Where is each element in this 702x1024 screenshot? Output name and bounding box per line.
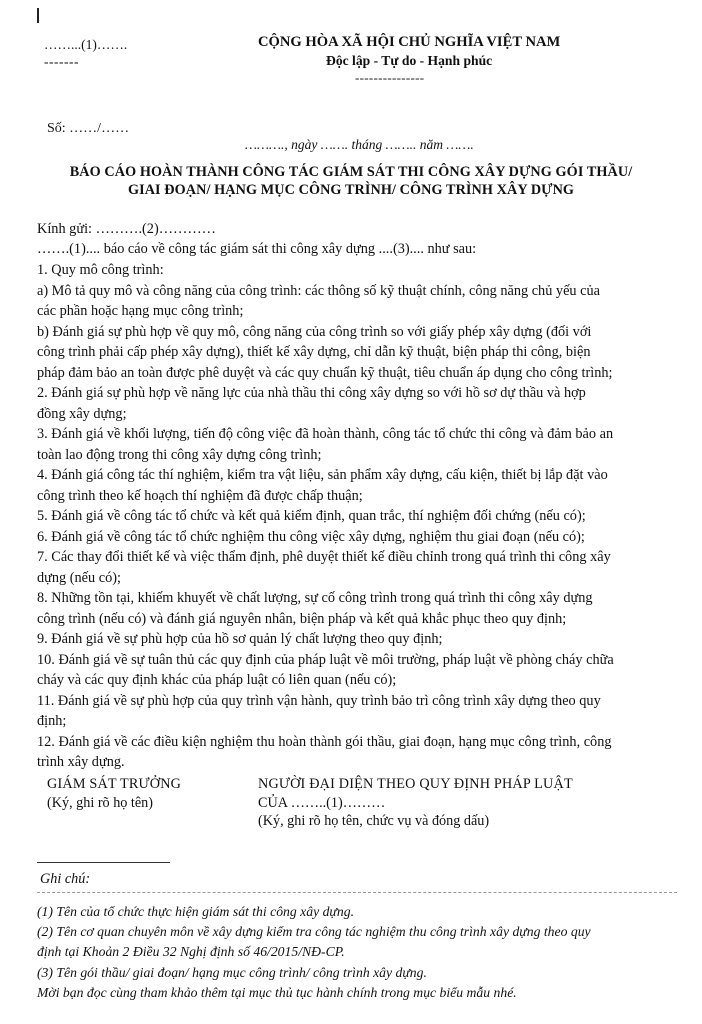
body-line: 5. Đánh giá về công tác tổ chức và kết quả kiểm định, quan trắc, thí nghiệm đối chứng (nếu có);: [37, 508, 586, 524]
date-line: ………., ngày ……. tháng …….. năm …….: [245, 137, 474, 152]
notes-divider: [37, 892, 677, 893]
body-line: công trình (nếu có) và đánh giá nguyên nhân, biện pháp và kết quả khắc phục theo quy định;: [37, 611, 567, 627]
national-motto: Độc lập - Tự do - Hạnh phúc: [326, 53, 493, 68]
body-line: pháp đảm bảo an toàn được phê duyệt và các quy chuẩn kỹ thuật, tiêu chuẩn áp dụng cho công trình;: [37, 365, 613, 381]
note-line: (1) Tên của tổ chức thực hiện giám sát thi công xây dựng.: [37, 904, 354, 919]
motto-underline: ---------------: [355, 70, 425, 85]
supervisor-sign-note: (Ký, ghi rõ họ tên): [47, 795, 153, 811]
notes-heading: Ghi chú:: [40, 871, 91, 887]
body-line: các phần hoặc hạng mục công trình;: [37, 303, 244, 319]
country-name: CỘNG HÒA XÃ HỘI CHỦ NGHĨA VIỆT NAM: [258, 34, 561, 50]
body-line: định;: [37, 713, 67, 729]
note-line: Mời bạn đọc cùng tham khảo thêm tại mục thủ tục hành chính trong mục biểu mẫu nhé.: [37, 985, 517, 1000]
supervisor-title: GIÁM SÁT TRƯỞNG: [47, 776, 182, 792]
note-line: (2) Tên cơ quan chuyên môn về xây dựng kiểm tra công tác nghiệm thu công trình xây dựng theo quy: [37, 924, 591, 939]
body-line: 1. Quy mô công trình:: [37, 262, 164, 278]
body-line: công trình theo kế hoạch thí nghiệm đã được chấp thuận;: [37, 488, 363, 504]
note-line: định tại Khoản 2 Điều 32 Nghị định số 46/2015/NĐ-CP.: [37, 944, 345, 959]
body-line: cháy và các quy định khác của pháp luật có liên quan (nếu có);: [37, 672, 397, 688]
legal-rep-title: NGƯỜI ĐẠI DIỆN THEO QUY ĐỊNH PHÁP LUẬT: [258, 776, 573, 792]
body-line: trình xây dựng.: [37, 754, 125, 770]
body-line: đồng xây dựng;: [37, 406, 127, 422]
body-line: …….(1).... báo cáo về công tác giám sát thi công xây dựng ....(3).... như sau:: [37, 241, 477, 257]
body-line: 12. Đánh giá về các điều kiện nghiệm thu hoàn thành gói thầu, giai đoạn, hạng mục công trình, công: [37, 734, 612, 750]
org-underline: -------: [44, 54, 79, 69]
body-line: toàn lao động trong thi công xây dựng công trình;: [37, 447, 322, 463]
body-line: 3. Đánh giá về khối lượng, tiến độ công việc đã hoàn thành, công tác tổ chức thi công và đảm bảo an: [37, 426, 614, 442]
body-line: dựng (nếu có);: [37, 570, 121, 586]
body-line: 7. Các thay đổi thiết kế và việc thẩm định, phê duyệt thiết kế điều chỉnh trong quá trình thi công xây: [37, 549, 611, 565]
footnote-separator: [37, 862, 170, 863]
legal-rep-sign-note: (Ký, ghi rõ họ tên, chức vụ và đóng dấu): [258, 813, 490, 829]
text-cursor: [37, 8, 39, 23]
note-line: (3) Tên gói thầu/ giai đoạn/ hạng mục công trình/ công trình xây dựng.: [37, 965, 427, 980]
report-title-line-2: GIAI ĐOẠN/ HẠNG MỤC CÔNG TRÌNH/ CÔNG TRÌNH XÂY DỰNG: [127, 182, 575, 198]
body-line: 10. Đánh giá về sự tuân thủ các quy định của pháp luật về môi trường, pháp luật về phòng cháy chữa: [37, 652, 614, 668]
document-number: Số: ……/……: [47, 121, 130, 136]
body-line: công trình phải cấp phép xây dựng), thiết kế xây dựng, chỉ dẫn kỹ thuật, biện pháp thi công, biện: [37, 344, 591, 360]
body-line: 9. Đánh giá về sự phù hợp của hồ sơ quản lý chất lượng theo quy định;: [37, 631, 443, 647]
body-line: 4. Đánh giá công tác thí nghiệm, kiểm tra vật liệu, sản phẩm xây dựng, cấu kiện, thiết bị lắp đặt vào: [37, 467, 608, 483]
body-line: a) Mô tả quy mô và công năng của công trình: các thông số kỹ thuật chính, công năng chủ yếu của: [37, 283, 600, 299]
report-title-line-1: BÁO CÁO HOÀN THÀNH CÔNG TÁC GIÁM SÁT THI CÔNG XÂY DỰNG GÓI THẦU/: [69, 164, 633, 180]
body-line: 8. Những tồn tại, khiếm khuyết về chất lượng, sự cố công trình trong quá trình thi công xây dựng: [37, 590, 593, 606]
body-line: 11. Đánh giá về sự phù hợp của quy trình vận hành, quy trình bảo trì công trình xây dựng theo quy: [37, 693, 601, 709]
body-line: 2. Đánh giá sự phù hợp về năng lực của nhà thầu thi công xây dựng so với hồ sơ dự thầu và hợp: [37, 385, 586, 401]
org-placeholder: ……...(1)…….: [44, 37, 128, 52]
body-line: b) Đánh giá sự phù hợp về quy mô, công năng của công trình so với giấy phép xây dựng (đối với: [37, 324, 592, 340]
body-line: 6. Đánh giá về công tác tổ chức nghiệm thu công việc xây dựng, nghiệm thu giai đoạn (nếu có);: [37, 529, 585, 545]
body-line: Kính gửi: ……….(2)…………: [37, 221, 216, 237]
legal-rep-of: CỦA ……..(1)………: [258, 795, 386, 811]
